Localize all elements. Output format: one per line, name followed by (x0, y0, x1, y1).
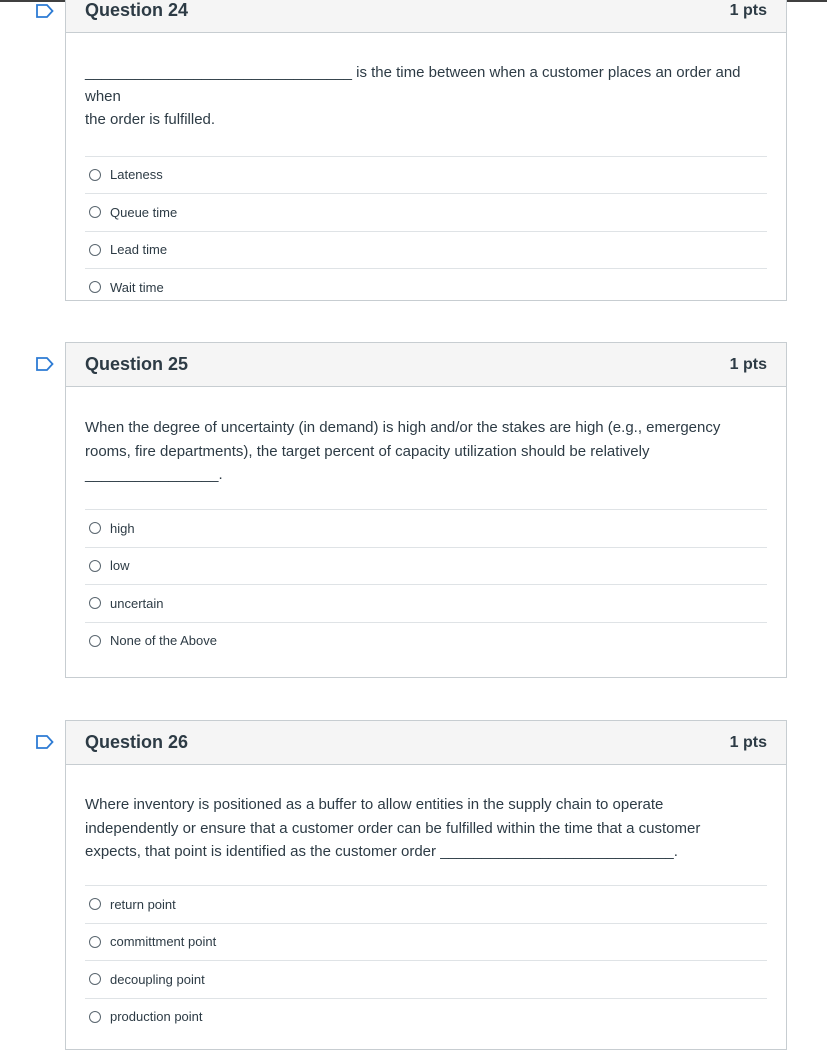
question-24 (65, 0, 787, 301)
answer-option[interactable] (85, 156, 767, 193)
flag-question-icon[interactable] (36, 735, 54, 749)
answer-label: None of the Above (110, 633, 217, 648)
radio-button[interactable] (89, 973, 101, 985)
question-text: Where inventory is positioned as a buffer to allow entities in the supply chain to operate independently or ensure that a customer order can be fulfilled within the time that a customer expects, that point is identified as the customer order ____________________________. (85, 796, 701, 860)
radio-button[interactable] (89, 597, 101, 609)
question-text: ________________________________ is the time between when a customer places an order and when the order is fulfilled. (85, 64, 741, 128)
answer-option[interactable] (85, 998, 767, 1035)
question-header (66, 0, 786, 33)
answer-label: Wait time (110, 279, 164, 295)
question-points: 1 pts (729, 733, 767, 751)
answer-label: Lead time (110, 242, 168, 257)
question-25 (65, 342, 787, 678)
question-points: 1 pts (729, 1, 767, 19)
answer-list (85, 509, 767, 659)
answer-option[interactable] (85, 584, 767, 622)
radio-button[interactable] (89, 898, 101, 910)
radio-button[interactable] (89, 936, 101, 948)
radio-button[interactable] (89, 1011, 101, 1023)
answer-option[interactable] (85, 547, 767, 584)
flag-question-icon[interactable] (36, 4, 54, 18)
radio-button[interactable] (89, 635, 101, 647)
radio-button[interactable] (89, 244, 101, 256)
answer-list (85, 885, 767, 1035)
question-26 (65, 720, 787, 1050)
question-points: 1 pts (729, 355, 767, 373)
question-title: Question 25 (85, 354, 189, 374)
answer-label: Lateness (110, 167, 163, 182)
radio-button[interactable] (89, 169, 101, 181)
question-title: Question 26 (85, 732, 189, 752)
radio-button[interactable] (89, 560, 101, 572)
radio-button[interactable] (89, 281, 101, 293)
answer-label: return point (110, 896, 176, 912)
question-text: When the degree of uncertainty (in demand) is high and/or the stakes are high (e.g., emergency rooms, fire departments), the target percent of capacity utilization should be relatively ________________. (85, 419, 721, 483)
answer-label: uncertain (110, 595, 164, 611)
radio-button[interactable] (89, 206, 101, 218)
question-title: Question 24 (85, 0, 189, 20)
answer-option[interactable] (85, 193, 767, 231)
answer-option[interactable] (85, 231, 767, 268)
answer-label: high (110, 520, 135, 536)
answer-option[interactable] (85, 268, 767, 306)
question-header (66, 721, 786, 765)
answer-label: committment point (110, 934, 217, 949)
answer-option[interactable] (85, 960, 767, 998)
answer-label: Queue time (110, 204, 178, 220)
flag-question-icon[interactable] (36, 357, 54, 371)
answer-option[interactable] (85, 509, 767, 547)
answer-label: decoupling point (110, 971, 205, 987)
radio-button[interactable] (89, 522, 101, 534)
answer-label: production point (110, 1009, 203, 1024)
answer-list (85, 156, 767, 306)
answer-option[interactable] (85, 923, 767, 960)
answer-label: low (110, 558, 130, 573)
question-header (66, 343, 786, 387)
answer-option[interactable] (85, 622, 767, 659)
answer-option[interactable] (85, 885, 767, 923)
